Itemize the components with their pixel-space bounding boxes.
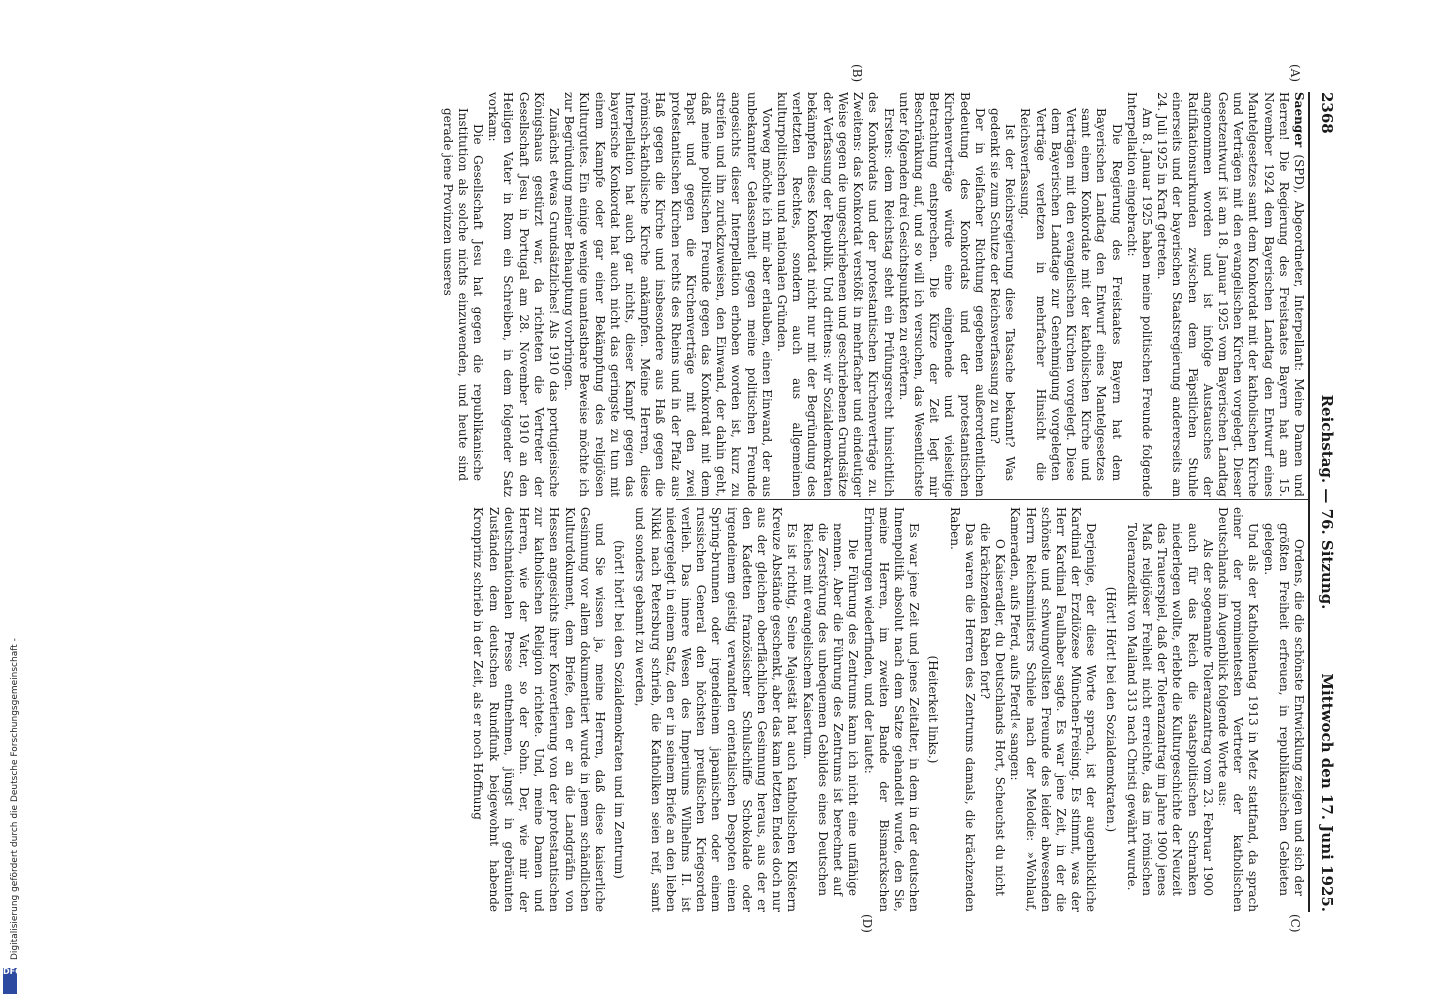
speech-paragraph: Es ist richtig, Seine Majestät hat auch katholischen Klöstern Kreuze Abstände geschenkt, aber das kam letzten Endes doch nur aus der gleichen oberflächlichen Gesinnung heraus, aus der er den Kadetten französischer Schulschiffe Schokolade oder irgendeinem geistig verwandten orientalischen Despoten einen Spring-brunnen oder irgendeinem japanischen oder einem russischen General den höchsten preußischen Kriegsorden verlieh. Das innere Wesen des Imperiums Wilhelms II. ist niedergelegt in einem Satz, den er in seinem Briefe an den lieben Nikki nach Petersburg schrieb, die Katholiken seien reif, samt und sonders gebannt zu werden, [633, 507, 800, 912]
speech-paragraph [1154, 92, 1306, 497]
dfg-logo: DFG [3, 968, 17, 994]
session-title: Reichstag. — 76. Sitzung. [1318, 394, 1336, 610]
digitization-footer [0, 0, 20, 1000]
speech-paragraph: Der in vielfacher Richtung gegebenen außerordentlichen Bedeutung des Konkordats und der protestantischen Kirchenverträge würde eine eingehende und vielseitige Betrachtung entsprechen. Die Kürze der Zeit legt mir Beschränkung auf, und so will ich versuchen, das Wesentlichste unter folgenden drei Gesichtspunkten zu erörtern. [896, 92, 987, 497]
speech-paragraph: Zunächst etwas Grundsätzliches! Als 1910 das portugiesische Königshaus gestürzt war, da richteten die Vertreter der Gesellschaft Jesu in Portugal am 28. November 1910 an den Heiligen Vater in Rom ein Schreiben, in dem folgender Satz vorkam: [486, 92, 562, 497]
quoted-passage: Die Führung des Zentrums kann ich nicht eine unfähige nennen. Aber die Führung des Zentrums ist berechnet auf die Zerstörung des unbequemen Gebildes eines Deutschen Reiches mit evangelischem Kaisertum. [800, 523, 861, 896]
speech-paragraph: Am 8. Januar 1925 haben meine politischen Freunde folgende Interpellation eingebracht: [1124, 92, 1154, 497]
speech-paragraph: Vorweg möchte ich mir aber erlauben, einen Einwand, der aus unbekannter Gelassenheit gegen meine politischen Freunde angesichts dieser Interpellation erhoben worden ist, kurz zu streifen und ihn zurückzuweisen, den Einwand, der dahin geht, daß meine politischen Freunde gegen das Konkordat mit dem Papst und gegen die Kirchenverträge mit den zwei protestantischen Kirchen rechts des Rheins und in der Pfalz aus Haß gegen die Kirche und insbesondere aus Haß gegen die römisch-katholische Kirche ankämpfen. Meine Herren, diese Interpellation hat auch gar nichts, dieser Kampf gegen das bayerische Konkordat hat auch nicht das geringste zu tun mit einem Kampfe oder gar einer Bekämpfung des religiösen Kulturgutes. Ein einige wenige unantastbare Beweise möchte ich zur Begründung meiner Behauptung vorbringen. [562, 92, 774, 497]
quoted-passage: Als der sogenannte Toleranzantrag vom 23. Februar 1900 auch für das Reich die staatspolitischen Schranken niederlegen wollte, erlebte die Kulturgeschichte der Neuzeit das Trauerspiel, daß der Toleranzantrag im Jahre 1900 jenes Maß religiöser Freiheit nicht erreichte, das im römischen Toleranzedikt von Mailand 313 nach Christi gewährt wurde. [1124, 523, 1215, 896]
page-header [1308, 92, 1338, 912]
page-number: 2368 [1318, 92, 1336, 134]
quoted-passage: O Kaiseradler, du Deutschlands Hort, Scheuchst du nicht die krächzenden Raben fort? [977, 523, 1008, 896]
interjection: (Heiterkeit links.) [926, 655, 941, 764]
interjection: (hört! hört! bei den Sozialdemokraten und im Zentrum) [612, 540, 627, 879]
right-text-column [470, 507, 1306, 912]
column-divider [676, 499, 1308, 500]
speech-paragraph: Es war jene Zeit und jenes Zeitalter, in dem in der deutschen Innenpolitik absolut nach dem Satze gehandelt wurde, den Sie, meine Herren, im zweiten Bande der Bismarckschen Erinnerungen wiederfinden, und der lautet: [861, 507, 922, 912]
left-text-column [439, 92, 1306, 497]
margin-marker-a: (A) [1288, 64, 1302, 83]
speech-paragraph: Das waren die Herren des Zentrums damals, die krächzenden Raben. [947, 507, 977, 912]
interjection: (Hört! Hört! bei den Sozialdemokraten.) [1103, 586, 1118, 833]
margin-marker-b: (B) [850, 64, 864, 83]
session-date: Mittwoch den 17. Juni 1925. [1318, 673, 1336, 912]
quoted-passage: Die Gesellschaft Jesu hat gegen die republikanische Institution als solche nichts einzuwenden, und heute sind gerade jene Provinzen unseres [440, 108, 486, 481]
margin-marker-d: (D) [860, 914, 874, 933]
speech-paragraph: Und als der Katholikentag 1913 in Metz stattfand, da sprach einer der prominentesten Vertreter der katholischen Deutschlands im Augenblick folgende Worte aus: [1215, 507, 1261, 912]
margin-marker-c: (C) [1288, 914, 1302, 933]
quoted-passage: Die Regierung des Freistaates Bayern hat dem Bayerischen Landtag den Entwurf eines Mantelgesetzes samt einem Konkordate mit der katholischen Kirche und Verträgen mit den evangelischen Kirchen vorgelegt. Diese dem Bayerischen Landtage zur Genehmigung vorgelegten Verträge verletzen in mehrfacher Hinsicht die Reichsverfassung. [1018, 108, 1124, 481]
speech-paragraph: Derjenige, der diese Worte sprach, ist der augenblickliche Kardinal der Erzdiözese München-Freising. Es stimmt, was der Herr Kardinal Faulhaber sagte. Es war jene Zeit, in der die schönste und schwungvollsten Freunde des leider abwesenden Herrn Reichsministers Schiele nach der Melodie: »Wohlauf, Kameraden, aufs Pferd, aufs Pferd!« sangen: [1008, 507, 1099, 912]
funding-note: Digitalisierung gefördert durch die Deutsche Forschungsgemeinschaft - [10, 638, 20, 960]
speech-paragraph: und Sie wissen ja, meine Herren, daß diese kaiserliche Gesinnung vor allem dokumentiert wurde in jenem schändlichen Kulturdokument, dem Briefe, den er an die Landgräfin von Hessen angesichts ihrer Konvertierung von der protestantischen zur katholischen Religion richtete. Und, meine Damen und Herren, wie der Vater, so der Sohn. Der, wie mir der deutschnationalen Presse entnehmen, jüngst in gebräunten Zuständen dem deutschen Rundfunk beigewohnt habende Kronprinz schrieb in der Zeit, als er noch Hoffnung [471, 507, 608, 912]
quoted-passage: Ist der Reichsregierung diese Tatsache bekannt? Was gedenkt sie zum Schutze der Reichsverfassung zu tun? [987, 108, 1018, 481]
speech-paragraph: Erstens: dem Reichstag steht ein Prüfungsrecht hinsichtlich des Konkordats und der protestantischen Kirchenverträge zu. Zweitens: das Konkordat verstößt in mehrfacher und eindeutiger Weise gegen die ungeschriebenen und geschriebenen Grundsätze der Verfassung der Republik. Und drittens: wir Sozialdemokraten bekämpfen dieses Konkordat nicht nur mit der Begründung des verletzten Rechtes, sondern auch aus allgemeinen kulturpolitischen und nationalen Gründen. [775, 92, 896, 497]
quoted-passage: Ordens, die die schönste Entwicklung zeigen und sich der größten Freiheit erfreuen, in republikanischen Gebieten gelegen. [1261, 523, 1306, 896]
speaker-name: Saenger [1292, 92, 1306, 148]
speech-text: (SPD), Abgeordneter, Interpellant: Meine Damen und Herren! Die Regierung des Freistaates Bayern hat am 15. November 1924 dem Bayerischen Landtag den Entwurf eines Mantelgesetzes samt dem Konkordat mit der katholischen Kirche und Verträgen mit den evangelischen Kirchen vorgelegt. Dieser Gesetzentwurf ist am 18. Januar 1925 vom Bayerischen Landtag angenommen worden und ist infolge Austausches der Ratifikationsurkunden zwischen dem Päpstlichen Stuhle einerseits und der bayerischen Staatsregierung andererseits am 24. Juli 1925 in Kraft getreten. [1155, 92, 1306, 497]
